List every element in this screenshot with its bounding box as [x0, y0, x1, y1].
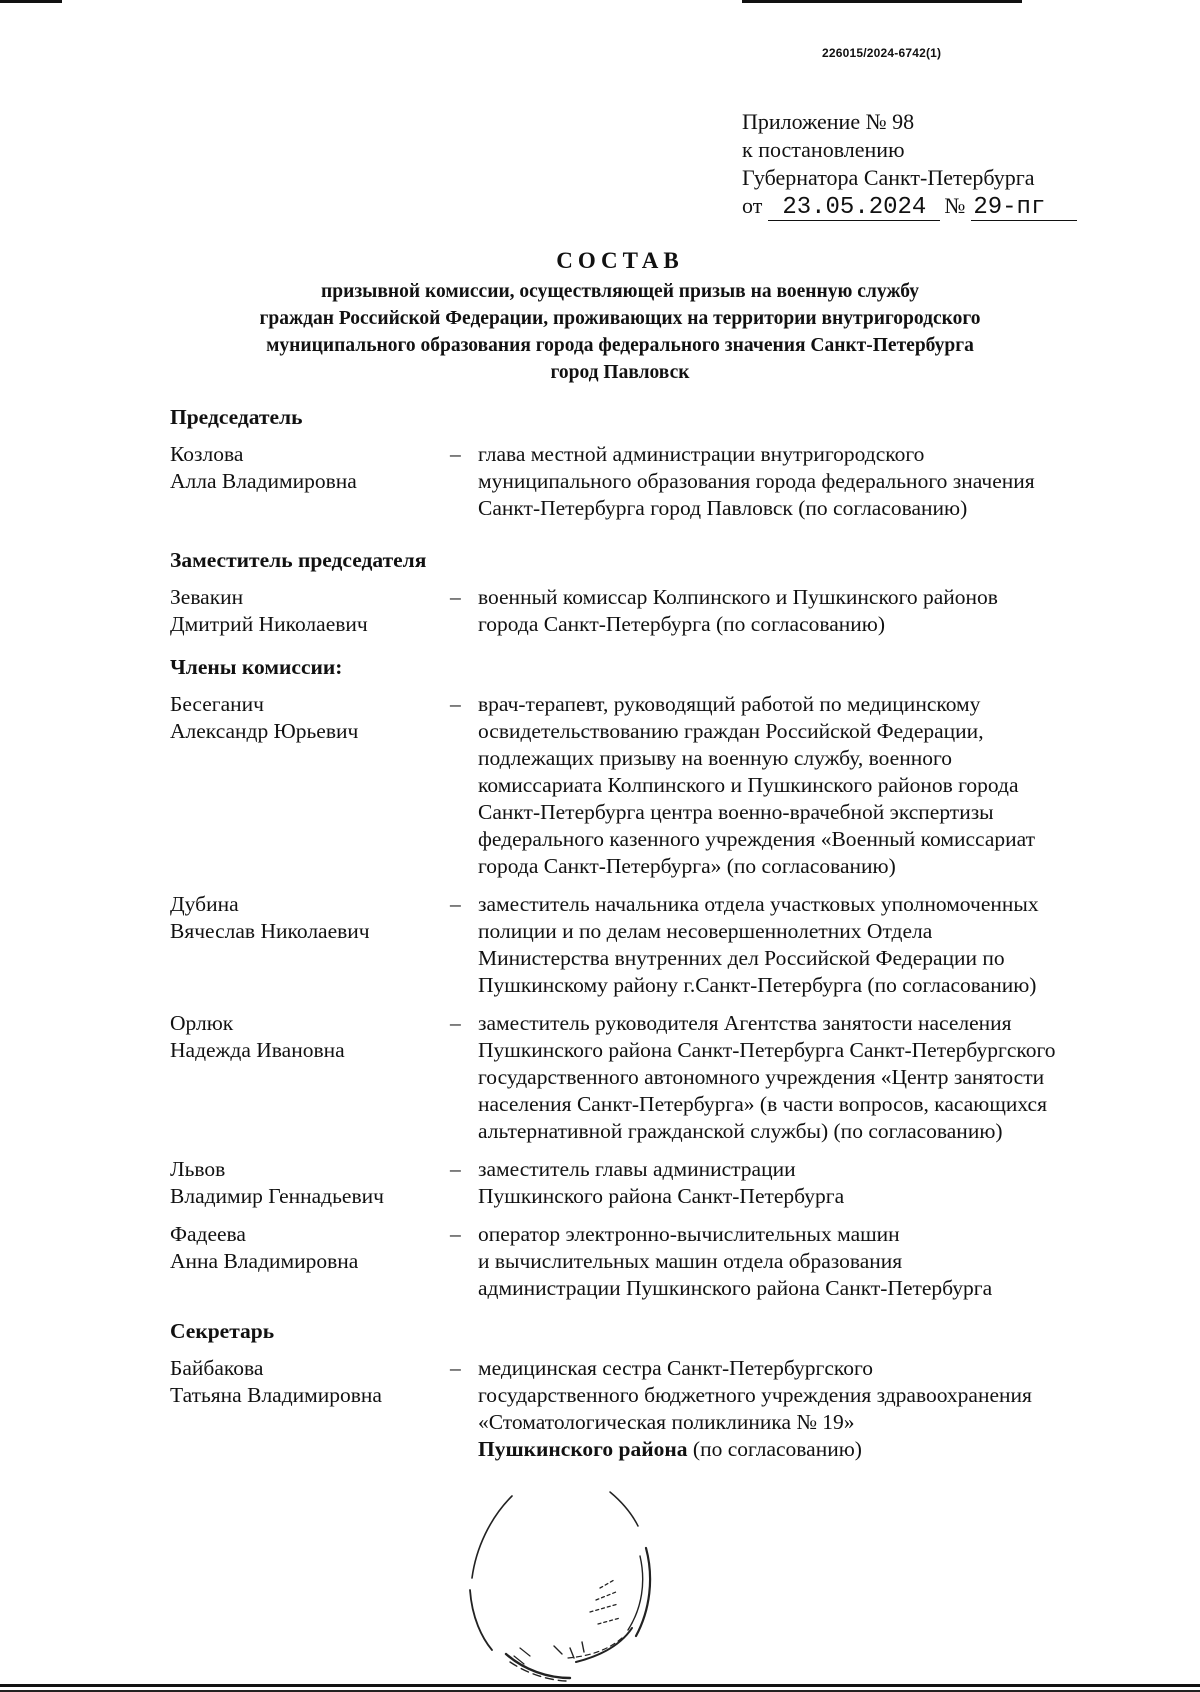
- dash-separator: –: [450, 1356, 461, 1380]
- member-role: [478, 691, 1138, 880]
- member-entry: [170, 691, 1140, 880]
- member-surname: Байбакова: [170, 1356, 264, 1380]
- member-surname: Львов: [170, 1157, 226, 1181]
- document-title: СОСТАВ: [556, 248, 684, 273]
- decree-number: 29-пг: [971, 196, 1077, 221]
- dash-separator: –: [450, 442, 461, 466]
- member-name: [170, 441, 450, 522]
- member-name: [170, 691, 450, 880]
- member-role: [478, 891, 1138, 999]
- role-bold-fragment: Пушкинского района: [478, 1437, 688, 1461]
- member-entry: [170, 1010, 1140, 1145]
- appendix-line-1: Приложение № 98: [742, 109, 915, 134]
- role-line: комиссариата Колпинского и Пушкинского районов города: [478, 773, 1019, 797]
- member-role: [478, 1156, 1138, 1210]
- member-entry: [170, 891, 1140, 999]
- role-line: Санкт-Петербурга город Павловск (по согласованию): [478, 496, 968, 520]
- member-name: [170, 1221, 450, 1302]
- member-given-names: Дмитрий Николаевич: [170, 612, 368, 636]
- role-line: глава местной администрации внутригородского: [478, 442, 925, 466]
- dash-separator: –: [450, 892, 461, 916]
- section-heading-deputy: Заместитель председателя: [170, 548, 427, 572]
- role-line: государственного бюджетного учреждения здравоохранения: [478, 1383, 1032, 1407]
- member-surname: Зевакин: [170, 585, 244, 609]
- role-line: [478, 1436, 1138, 1463]
- scan-border-top-left: [0, 0, 62, 3]
- member-entry: [170, 584, 1140, 638]
- role-line: военный комиссар Колпинского и Пушкинского районов: [478, 585, 998, 609]
- member-role: [478, 1355, 1138, 1463]
- scan-border-top-right: [742, 0, 1022, 3]
- role-line: Пушкинскому району г.Санкт-Петербурга (по согласованию): [478, 973, 1037, 997]
- appendix-date-row: [742, 192, 1077, 221]
- dash-separator: –: [450, 1157, 461, 1181]
- role-line: «Стоматологическая поликлиника № 19»: [478, 1410, 855, 1434]
- member-surname: Бесеганич: [170, 692, 264, 716]
- role-line: города Санкт-Петербурга» (по согласованию): [478, 854, 896, 878]
- role-line: города Санкт-Петербурга (по согласованию): [478, 612, 886, 636]
- member-given-names: Татьяна Владимировна: [170, 1383, 382, 1407]
- member-given-names: Вячеслав Николаевич: [170, 919, 370, 943]
- member-surname: Дубина: [170, 892, 239, 916]
- role-line: муниципального образования города федерального значения: [478, 469, 1035, 493]
- member-given-names: Надежда Ивановна: [170, 1038, 345, 1062]
- appendix-block: [742, 108, 1077, 221]
- role-line: заместитель руководителя Агентства занятости населения: [478, 1011, 1012, 1035]
- document-subtitle-line-4: город Павловск: [550, 362, 690, 383]
- section-heading-members: Члены комиссии:: [170, 655, 343, 679]
- dash-separator: –: [450, 1222, 461, 1246]
- registration-number: 226015/2024-6742(1): [822, 46, 942, 60]
- role-line: государственного автономного учреждения «Центр занятости: [478, 1065, 1045, 1089]
- round-seal-stamp-icon: [450, 1478, 710, 1688]
- commission-composition: [170, 404, 1140, 1474]
- member-entry: [170, 441, 1140, 522]
- member-given-names: Владимир Геннадьевич: [170, 1184, 384, 1208]
- dash-separator: –: [450, 1011, 461, 1035]
- role-fragment: (по согласованию): [687, 1437, 862, 1461]
- number-prefix: №: [944, 193, 966, 218]
- document-title-block: [150, 246, 1090, 386]
- member-entry: [170, 1221, 1140, 1302]
- member-surname: Фадеева: [170, 1222, 246, 1246]
- role-line: населения Санкт-Петербурга» (в части вопросов, касающихся: [478, 1092, 1047, 1116]
- appendix-line-2: к постановлению: [742, 137, 905, 162]
- member-name: [170, 1156, 450, 1210]
- date-prefix: от: [742, 193, 763, 218]
- member-role: [478, 441, 1138, 522]
- document-subtitle-line-3: муниципального образования города федерального значения Санкт-Петербурга: [266, 335, 974, 356]
- role-line: Министерства внутренних дел Российской Федерации по: [478, 946, 1005, 970]
- role-line: и вычислительных машин отдела образования: [478, 1249, 903, 1273]
- role-line: Пушкинского района Санкт-Петербурга Санкт-Петербургского: [478, 1038, 1056, 1062]
- member-surname: Орлюк: [170, 1011, 234, 1035]
- dash-separator: –: [450, 585, 461, 609]
- role-line: администрации Пушкинского района Санкт-Петербурга: [478, 1276, 993, 1300]
- member-entry: [170, 1355, 1140, 1463]
- member-given-names: Алла Владимировна: [170, 469, 357, 493]
- role-line: подлежащих призыву на военную службу, военного: [478, 746, 952, 770]
- member-role: [478, 1221, 1138, 1302]
- role-line: медицинская сестра Санкт-Петербургского: [478, 1356, 874, 1380]
- member-surname: Козлова: [170, 442, 244, 466]
- member-name: [170, 1355, 450, 1463]
- document-subtitle-line-1: призывной комиссии, осуществляющей призыв на военную службу: [321, 281, 919, 302]
- document-subtitle-line-2: граждан Российской Федерации, проживающих на территории внутригородского: [259, 308, 981, 329]
- role-line: Санкт-Петербурга центра военно-врачебной экспертизы: [478, 800, 994, 824]
- member-role: [478, 584, 1138, 638]
- role-line: заместитель главы администрации: [478, 1157, 796, 1181]
- member-entry: [170, 1156, 1140, 1210]
- decree-date: 23.05.2024: [768, 196, 940, 221]
- member-name: [170, 584, 450, 638]
- role-line: полиции и по делам несовершеннолетних Отдела: [478, 919, 933, 943]
- role-line: врач-терапевт, руководящий работой по медицинскому: [478, 692, 981, 716]
- role-line: федерального казенного учреждения «Военный комиссариат: [478, 827, 1036, 851]
- member-name: [170, 1010, 450, 1145]
- member-name: [170, 891, 450, 999]
- role-line: Пушкинского района Санкт-Петербурга: [478, 1184, 845, 1208]
- section-heading-secretary: Секретарь: [170, 1319, 275, 1343]
- role-line: оператор электронно-вычислительных машин: [478, 1222, 900, 1246]
- member-role: [478, 1010, 1138, 1145]
- section-heading-chairman: Председатель: [170, 405, 303, 429]
- appendix-line-3: Губернатора Санкт-Петербурга: [742, 165, 1035, 190]
- role-line: альтернативной гражданской службы) (по согласованию): [478, 1119, 1003, 1143]
- role-line: заместитель начальника отдела участковых уполномоченных: [478, 892, 1039, 916]
- dash-separator: –: [450, 692, 461, 716]
- member-given-names: Анна Владимировна: [170, 1249, 359, 1273]
- member-given-names: Александр Юрьевич: [170, 719, 359, 743]
- role-line: освидетельствованию граждан Российской Федерации,: [478, 719, 984, 743]
